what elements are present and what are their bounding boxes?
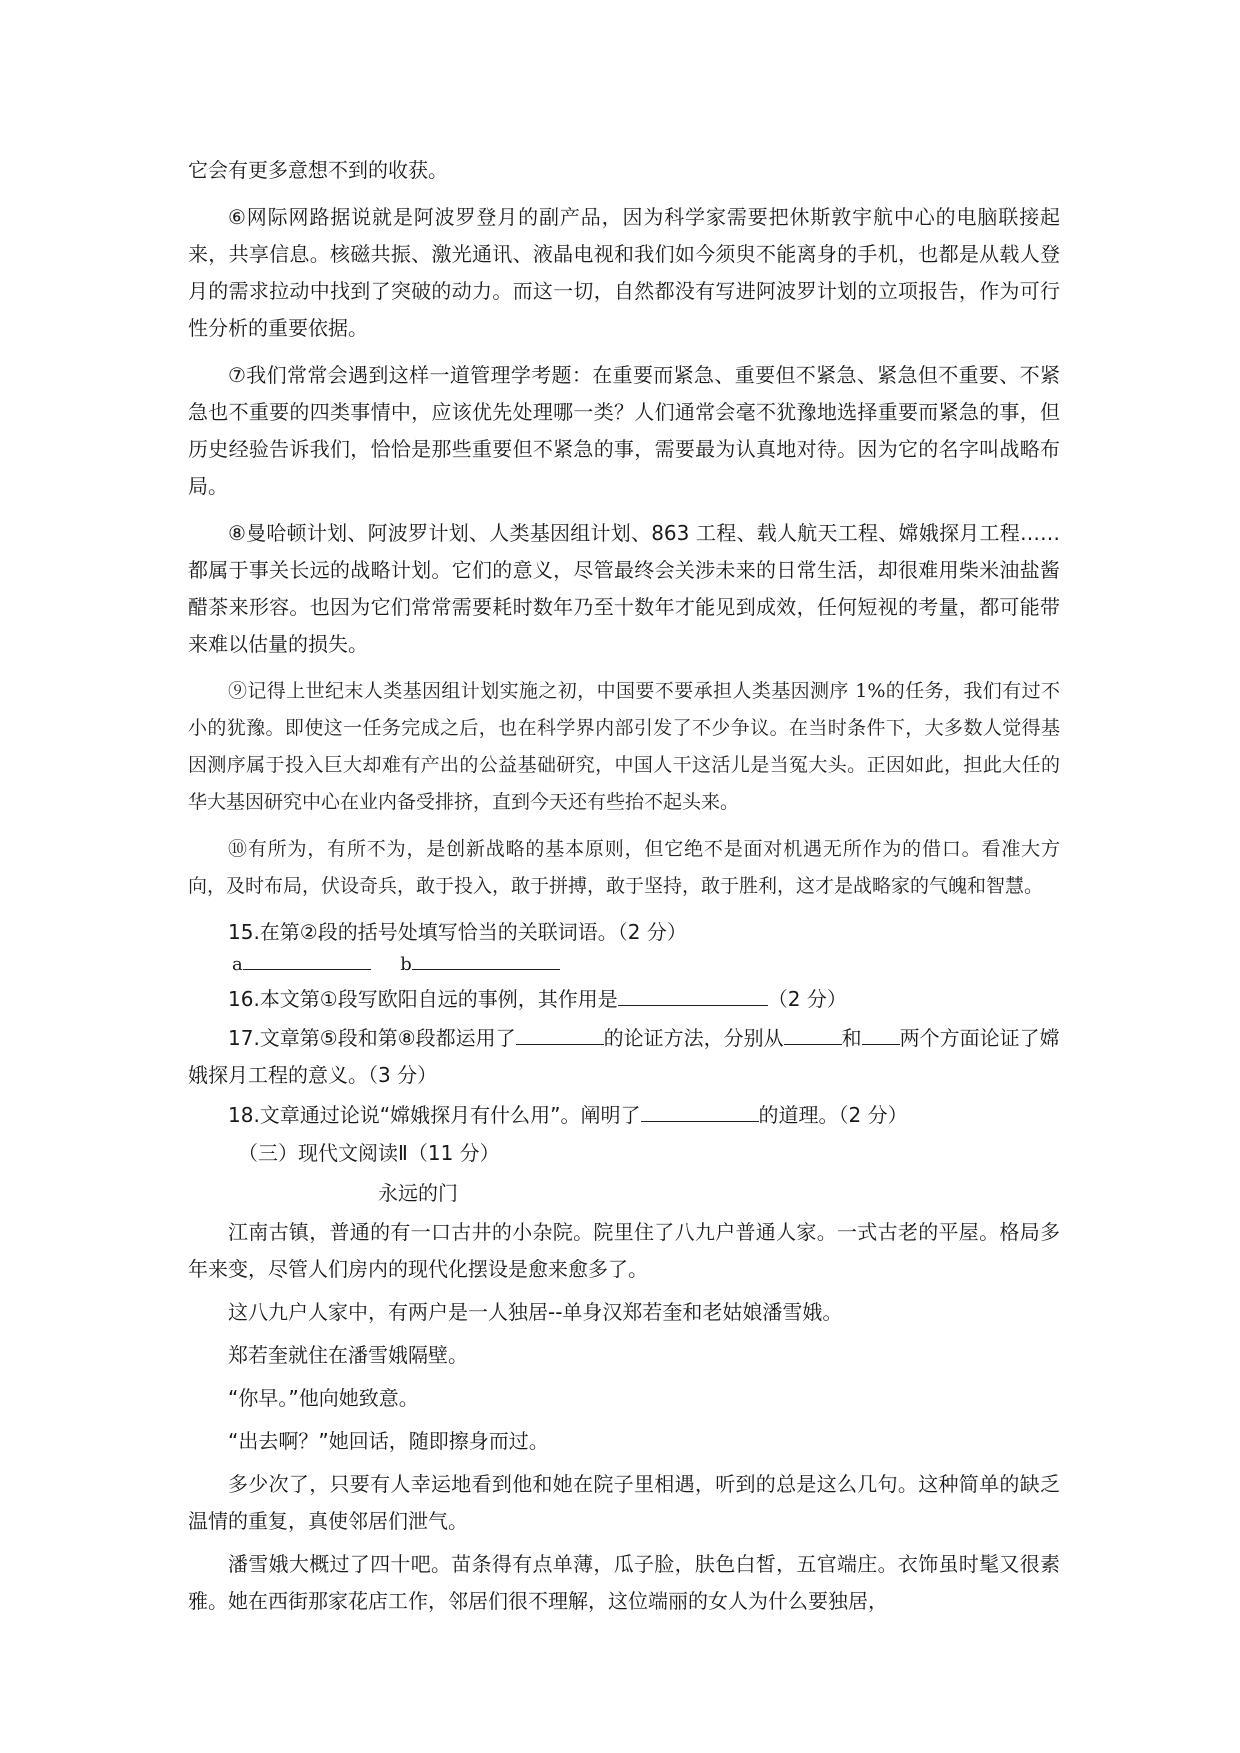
question-18 (188, 1098, 1060, 1132)
answer-blank-17b[interactable] (784, 1024, 842, 1045)
question-16-text: 16.本文第①段写欧阳自远的事例，其作用是 (228, 987, 618, 1011)
story-paragraph-5: “出去啊？”她回话，随即擦身而过。 (228, 1429, 549, 1453)
paragraph-7: ⑦我们常常会遇到这样一道管理学考题：在重要而紧急、重要但不紧急、紧急但不重要、不紧急也不重要的四类事情中，应该优先处理哪一类？人们通常会毫不犹豫地选择重要而紧急的事，但历史经验告诉我们，恰恰是那些重要但不紧急的事，需要最为认真地对待。因为它的名字叫战略布局。 (188, 363, 1060, 498)
paragraph-6: ⑥网际网路据说就是阿波罗登月的副产品，因为科学家需要把休斯敦宇航中心的电脑联接起来，共享信息。核磁共振、激光通讯、液晶电视和我们如今须臾不能离身的手机，也都是从载人登月的需求拉动中找到了突破的动力。而这一切，自然都没有写进阿波罗计划的立项报告，作为可行性分析的重要依据。 (188, 205, 1060, 340)
page-content (188, 152, 1060, 1626)
section-heading: （三）现代文阅读Ⅱ（11 分） (238, 1141, 500, 1165)
answer-blank-b[interactable] (412, 949, 560, 970)
story-paragraph-1: 江南古镇，普通的有一口古井的小杂院。院里住了八九户普通人家。一式古老的平屋。格局多年来变，尽管人们房内的现代化摆设是愈来愈多了。 (188, 1220, 1060, 1281)
answer-blank-16[interactable] (618, 985, 768, 1006)
question-16-points: （2 分） (767, 987, 847, 1011)
answer-blank-17c[interactable] (862, 1024, 900, 1045)
question-15: 15.在第②段的括号处填写恰当的关联词语。（2 分） (228, 920, 687, 944)
paragraph-10: ⑩有所为，有所不为，是创新战略的基本原则，但它绝不是面对机遇无所作为的借口。看准大方向，及时布局，伏设奇兵，敢于投入，敢于拼搏，敢于坚持，敢于胜利，这才是战略家的气魄和智慧。 (188, 838, 1060, 897)
question-17-text-2: 的论证方法，分别从 (603, 1026, 784, 1050)
answer-blank-18[interactable] (641, 1101, 759, 1122)
answer-blank-a[interactable] (243, 949, 371, 970)
question-18-points: 的道理。（2 分） (758, 1103, 908, 1127)
story-paragraph-3: 郑若奎就住在潘雪娥隔壁。 (228, 1343, 468, 1367)
story-paragraph-6: 多少次了，只要有人幸运地看到他和她在院子里相遇，听到的总是这么几句。这种简单的缺乏温情的重复，真使邻居们泄气。 (188, 1472, 1060, 1533)
question-18-text: 18.文章通过论说“嫦娥探月有什么用”。阐明了 (228, 1103, 641, 1127)
paragraph-intro: 它会有更多意想不到的收获。 (188, 158, 448, 182)
answer-label-b: b (400, 954, 412, 975)
question-15-answer-row (188, 949, 1060, 978)
question-17-text-4: 两个方面论证了嫦娥探月工程的意义。（3 分） (188, 1026, 1060, 1087)
question-17-text-1: 17.文章第⑤段和第⑧段都运用了 (228, 1026, 516, 1050)
question-17-text-3: 和 (841, 1026, 862, 1050)
question-17 (188, 1020, 1060, 1094)
story-title: 永远的门 (378, 1181, 458, 1205)
story-paragraph-7: 潘雪娥大概过了四十吧。苗条得有点单薄，瓜子脸，肤色白皙，五官端庄。衣饰虽时髦又很素雅。她在西街那家花店工作，邻居们很不理解，这位端丽的女人为什么要独居， (188, 1552, 1060, 1613)
story-paragraph-4: “你早。”他向她致意。 (228, 1386, 419, 1410)
paragraph-9: ⑨记得上世纪末人类基因组计划实施之初，中国要不要承担人类基因测序 1%的任务，我们有过不小的犹豫。即使这一任务完成之后，也在科学界内部引发了不少争议。在当时条件下，大多数人觉得基因测序属于投入巨大却难有产出的公益基础研究，中国人干这活儿是当冤大头。正因如此，担此大任的华大基因研究中心在业内备受排挤，直到今天还有些抬不起头来。 (188, 680, 1060, 813)
answer-blank-17a[interactable] (516, 1024, 604, 1045)
answer-label-a: a (232, 954, 243, 975)
paragraph-8: ⑧曼哈顿计划、阿波罗计划、人类基因组计划、863 工程、载人航天工程、嫦娥探月工程……都属于事关长远的战略计划。它们的意义，尽管最终会关涉未来的日常生活，却很难用柴米油盐酱醋茶来形容。也因为它们常常需要耗时数年乃至十数年才能见到成效，任何短视的考量，都可能带来难以估量的损失。 (188, 521, 1060, 656)
question-16 (188, 982, 1060, 1016)
story-paragraph-2: 这八九户人家中，有两户是一人独居--单身汉郑若奎和老姑娘潘雪娥。 (228, 1300, 843, 1324)
